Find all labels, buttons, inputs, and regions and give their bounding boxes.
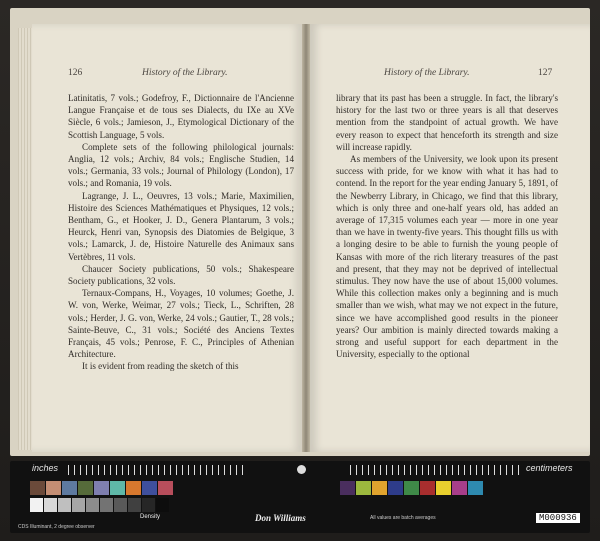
- gray-patch: [72, 498, 85, 512]
- left-page: [32, 24, 302, 452]
- color-swatch: [94, 481, 109, 495]
- gray-patch: [86, 498, 99, 512]
- left-paragraph: Latinitatis, 7 vols.; Godefroy, F., Dictionnaire de l'Ancienne Langue Française et de tous ses Dialects, du IXe au XVe Siècle, 6 vols.; Jamieson, J., Etymological Dictionary of the Scottish Language, 5 vols.: [68, 93, 294, 140]
- left-paragraph: Chaucer Society publications, 50 vols.; Shakespeare Society publications, 32 vols.: [68, 263, 294, 287]
- gray-patch: [44, 498, 57, 512]
- right-page-text: [336, 92, 558, 360]
- book-spread: [10, 8, 590, 456]
- registration-dot: [297, 465, 306, 474]
- color-swatch: [436, 481, 451, 495]
- inches-ruler: [68, 465, 248, 475]
- color-swatch: [356, 481, 371, 495]
- right-paragraph: library that its past has been a struggle. In fact, the library's history for the last two or three years is all that deserves mention from the standpoint of actual growth. We have every reason to expect that henceforth its strength and size will increase rapidly.: [336, 93, 558, 152]
- gray-patch: [114, 498, 127, 512]
- gray-patch: [142, 498, 155, 512]
- target-code: M000936: [536, 513, 580, 523]
- page-edges: [18, 28, 32, 450]
- right-running-title: History of the Library.: [384, 68, 470, 78]
- centimeters-label: centimeters: [526, 463, 573, 473]
- color-swatch: [126, 481, 141, 495]
- gray-patch: [156, 498, 169, 512]
- right-paragraph: As members of the University, we look upon its present success with pride, for we know with what it has had to contend. In the report for the year ending January 5, 1891, of the Newberry Library, in Chicago, we find that this library, which is only three and one-half years old, has added an average of 17,315 volumes each year — more in one year than we have in twenty-five years. This thought fills us with a longing desire to be able to furnish the young people of Kansas with more of the rich literary treasures of the past and present, that they may not be deprived of intellectual stimulus. They now have the use of about 15,000 volumes. While this collection makes only a beginning and is much smaller than we wish, what may we not expect in the future, since we have accomplished good results in the pioneer years? Our ambition is mainly directed towards making a strong and useful support for each department in the University, especially to the optional: [336, 154, 558, 360]
- color-swatch: [62, 481, 77, 495]
- color-swatch: [78, 481, 93, 495]
- color-swatch: [46, 481, 61, 495]
- color-swatch: [452, 481, 467, 495]
- centimeters-ruler: [350, 465, 520, 475]
- color-swatch: [110, 481, 125, 495]
- gray-patch: [58, 498, 71, 512]
- gray-patch: [30, 498, 43, 512]
- right-page: [310, 24, 590, 452]
- fine-print-right: All values are batch averages: [370, 515, 436, 521]
- gray-patch: [100, 498, 113, 512]
- book-gutter: [302, 24, 310, 452]
- color-swatch: [158, 481, 173, 495]
- left-paragraph: Ternaux-Compans, H., Voyages, 10 volumes; Goethe, J. W. von, Werke, Weimar, 27 vols.; Tieck, L., Schriften, 28 vols.; Herder, J. G. von, Werke, 24 vols.; Gautier, T., 28 vols.; Sainte-Beuve, C., 31 vols.; Société des Anciens Textes Français, 45 vols.; Penrose, F. C., Principles of Athenian Architecture.: [68, 288, 294, 360]
- color-swatch: [468, 481, 483, 495]
- color-swatch: [142, 481, 157, 495]
- color-swatch: [340, 481, 355, 495]
- left-page-text: [68, 92, 294, 373]
- density-label: Density: [140, 514, 161, 520]
- color-swatch: [372, 481, 387, 495]
- left-paragraph: It is evident from reading the sketch of this: [82, 361, 239, 372]
- left-page-number: 126: [68, 68, 83, 78]
- inches-label: inches: [32, 463, 59, 473]
- color-swatch: [30, 481, 45, 495]
- gray-patch: [128, 498, 141, 512]
- right-page-number: 127: [538, 68, 553, 78]
- left-running-title: History of the Library.: [142, 68, 228, 78]
- color-swatch: [404, 481, 419, 495]
- color-swatch: [388, 481, 403, 495]
- left-paragraph: Complete sets of the following philological journals: Anglia, 12 vols.; Archiv, 84 vols.; Englische Studien, 14 vols.; Germania, 33 vols.; Journal of Philology (London), 17 vols.; and Romania, 19 vols.: [68, 141, 294, 189]
- left-paragraph: Lagrange, J. L., Oeuvres, 13 vols.; Marie, Maximilien, Histoire des Sciences Mathématiques et Physiques, 12 vols.; Bentham, G., et Hooker, J. D., Genera Plantarum, 3 vols.; Heurck, Henri van, Synopsis des Diatomies de Belgique, 3 vols.; Lamarck, J. de, Histoire Naturelle des Animaux sans Vertèbres, 11 vols.: [68, 190, 294, 262]
- fine-print-left: CDS Illuminant, 2 degree observer: [18, 524, 95, 530]
- color-swatch: [420, 481, 435, 495]
- signature: Don Williams: [255, 513, 306, 523]
